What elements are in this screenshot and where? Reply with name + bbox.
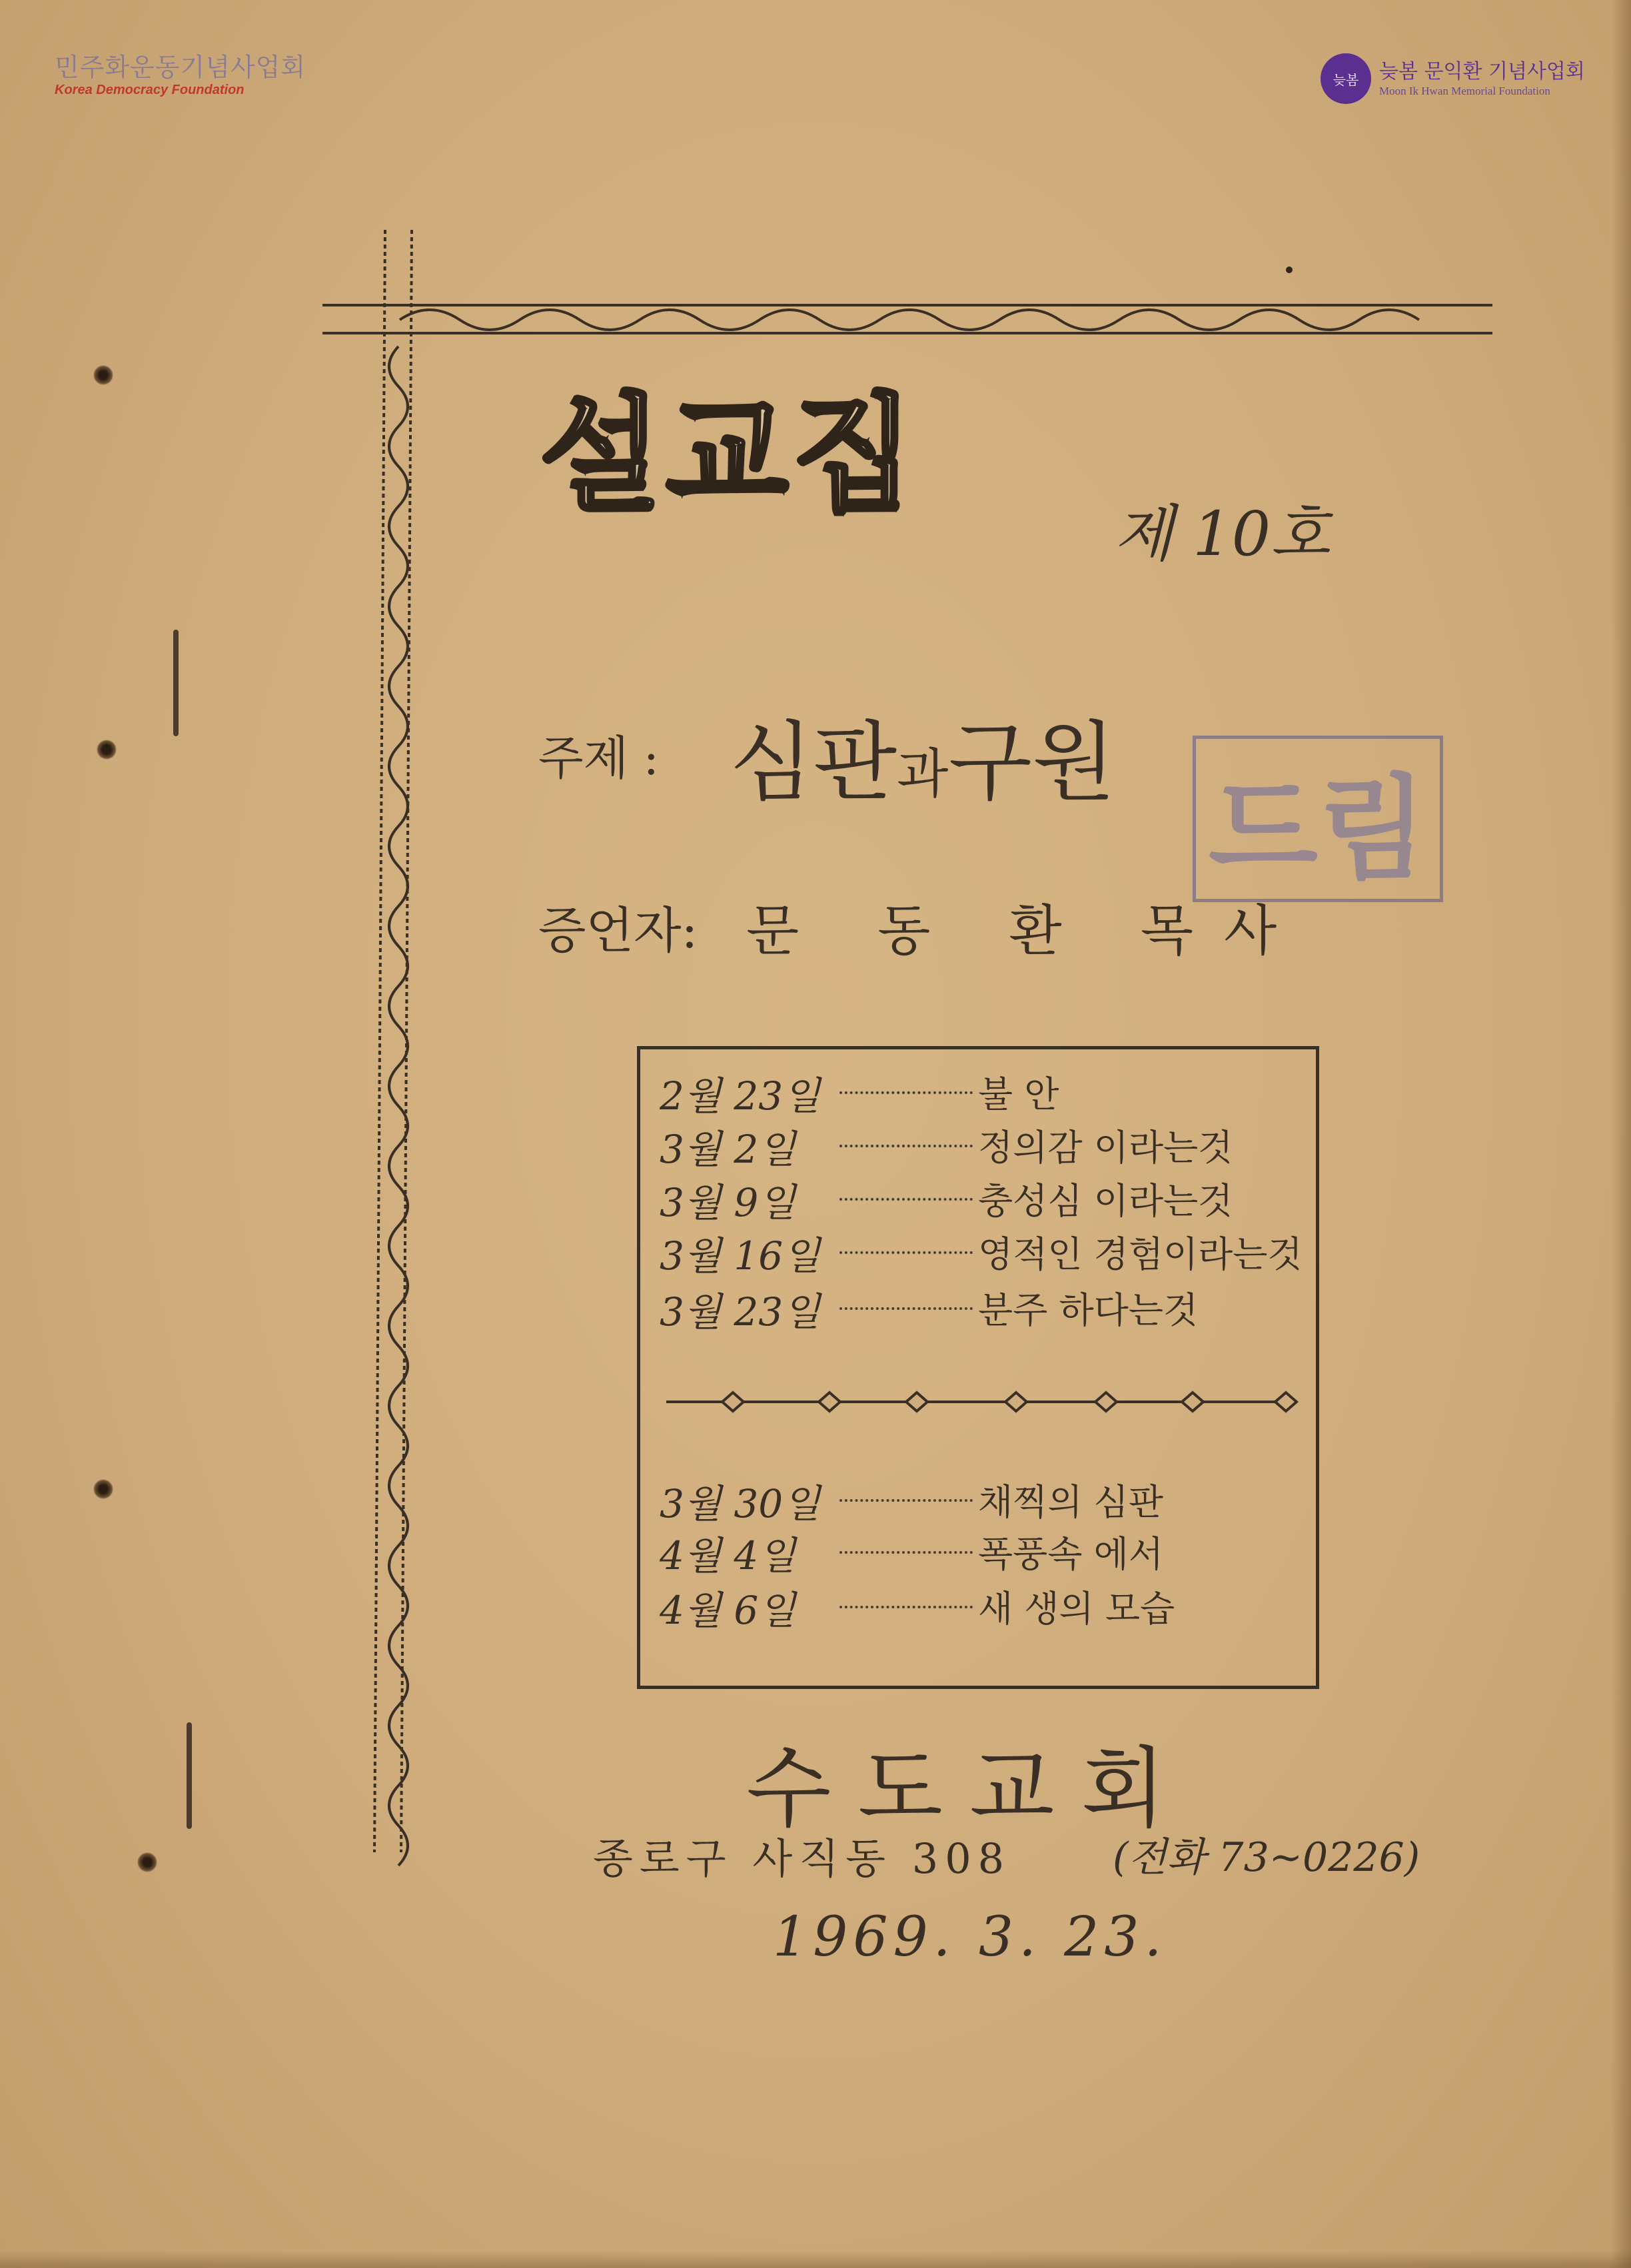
- schedule-topic: 폭풍속 에서: [978, 1533, 1163, 1575]
- right-logo-english: Moon Ik Hwan Memorial Foundation: [1379, 85, 1550, 97]
- issue-number: 제 10호: [1114, 498, 1331, 570]
- leader-dots: [839, 1606, 973, 1608]
- schedule-row: [660, 1281, 1286, 1334]
- schedule-topic: 충성심 이라는것: [978, 1180, 1233, 1222]
- leader-dots: [839, 1145, 973, 1147]
- schedule-date: 3월 2일: [660, 1127, 796, 1172]
- publication-date: 1969. 3. 23.: [773, 1906, 1167, 1969]
- speaker-label: 증언자:: [538, 902, 698, 959]
- schedule-date: 4월 4일: [660, 1533, 796, 1578]
- schedule-row: [660, 1118, 1286, 1171]
- schedule-row: [660, 1524, 1286, 1578]
- schedule-topic: 새 생의 모습: [978, 1588, 1175, 1630]
- church-address: 종로구 사직동 308: [593, 1834, 1011, 1883]
- leader-dots: [839, 1307, 973, 1310]
- schedule-date: 4월 6일: [660, 1588, 796, 1633]
- schedule-row: [660, 1171, 1286, 1225]
- subject-conjunction: 과: [897, 743, 949, 805]
- leader-dots: [839, 1551, 973, 1554]
- schedule-topic: 정의감 이라는것: [978, 1127, 1233, 1169]
- schedule-date: 3월 30일: [660, 1481, 821, 1526]
- schedule-date: 3월 9일: [660, 1180, 796, 1225]
- subject-part-salvation: 구원: [948, 712, 1116, 813]
- schedule-topic: 분주 하다는것: [978, 1289, 1199, 1331]
- schedule-row: [660, 1225, 1303, 1279]
- schedule-row: [660, 1579, 1286, 1632]
- schedule-date: 3월 16일: [660, 1233, 821, 1279]
- right-logo-korean: 늦봄 문익환 기념사업회: [1379, 60, 1585, 83]
- leader-dots: [839, 1251, 973, 1254]
- leader-dots: [839, 1091, 973, 1094]
- left-logo-korean: 민주화운동기념사업회: [55, 53, 306, 82]
- schedule-row: [660, 1472, 1286, 1526]
- schedule-date: 2월 23일: [660, 1073, 821, 1119]
- subject-label: 주제 :: [538, 731, 660, 786]
- church-name: 수도교회: [746, 1738, 1193, 1840]
- leader-dots: [839, 1198, 973, 1201]
- schedule-topic: 영적인 경험이라는것: [978, 1233, 1303, 1275]
- schedule-date: 3월 23일: [660, 1289, 821, 1335]
- gift-stamp: 드림: [1193, 736, 1443, 902]
- schedule-topic: 채찍의 심판: [978, 1481, 1163, 1523]
- left-logo-english: Korea Democracy Foundation: [55, 83, 245, 97]
- document-title: 설교집: [540, 380, 919, 528]
- foundation-seal-icon: 늦봄: [1321, 53, 1371, 104]
- subject-part-judgment: 심판: [730, 712, 897, 813]
- church-phone: (전화 73~0226): [1113, 1834, 1420, 1881]
- schedule-topic: 불 안: [978, 1073, 1059, 1115]
- schedule-row: [660, 1065, 1286, 1118]
- leader-dots: [839, 1499, 973, 1502]
- subject-title: [730, 693, 1116, 818]
- speaker-name: 문 동 환 목사: [746, 899, 1308, 963]
